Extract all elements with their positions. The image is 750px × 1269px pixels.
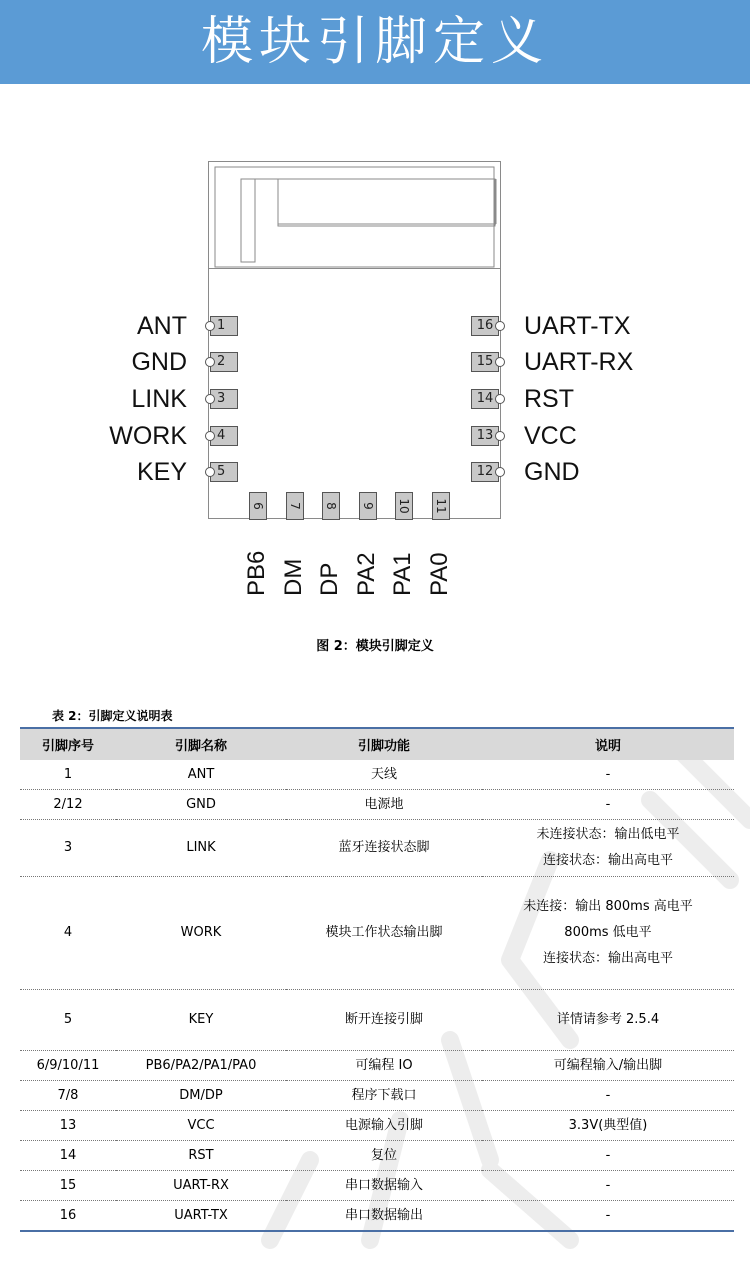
pin-label-uart-rx: UART-RX bbox=[524, 348, 634, 376]
header-pin-name: 引脚名称 bbox=[116, 728, 286, 760]
header-pin-function: 引脚功能 bbox=[286, 728, 482, 760]
pin-pad-1: 1 bbox=[210, 316, 238, 336]
cell-pin-function: 断开连接引脚 bbox=[286, 990, 482, 1051]
pin-number: 8 bbox=[324, 502, 338, 510]
pin-number: 6 bbox=[251, 502, 265, 510]
pin-label-dm: DM bbox=[280, 558, 307, 596]
pin-notch bbox=[495, 467, 505, 477]
pin-pad-10 bbox=[395, 492, 413, 520]
pin-number: 10 bbox=[397, 498, 411, 514]
table-row bbox=[20, 1051, 734, 1081]
cell-pin-name: LINK bbox=[116, 820, 286, 877]
pin-label-pa2: PA2 bbox=[353, 552, 380, 596]
pin-pad-9 bbox=[359, 492, 377, 520]
cell-description: - bbox=[482, 1171, 734, 1201]
header-description: 说明 bbox=[482, 728, 734, 760]
pin-label-gnd: GND bbox=[524, 458, 580, 486]
pin-number: 9 bbox=[361, 502, 375, 510]
pin-pad-8 bbox=[322, 492, 340, 520]
cell-pin-function: 程序下载口 bbox=[286, 1081, 482, 1111]
pin-pad-7 bbox=[286, 492, 304, 520]
pin-number: 7 bbox=[288, 502, 302, 510]
cell-pin-name: WORK bbox=[116, 877, 286, 990]
pin-number: 11 bbox=[434, 498, 448, 514]
pin-pad-13: 13 bbox=[471, 426, 499, 446]
cell-pin-name: DM/DP bbox=[116, 1081, 286, 1111]
cell-pin-number: 2/12 bbox=[20, 790, 116, 820]
cell-pin-function: 串口数据输出 bbox=[286, 1201, 482, 1232]
cell-pin-name: UART-RX bbox=[116, 1171, 286, 1201]
pin-notch bbox=[495, 431, 505, 441]
pin-label-ant: ANT bbox=[137, 312, 187, 340]
pin-label-key: KEY bbox=[136, 458, 187, 486]
pin-label-pa0: PA0 bbox=[426, 552, 453, 596]
pin-pad-5: 5 bbox=[210, 462, 238, 482]
cell-pin-name: VCC bbox=[116, 1111, 286, 1141]
pin-pad-4: 4 bbox=[210, 426, 238, 446]
pin-pad-12: 12 bbox=[471, 462, 499, 482]
cell-pin-name: KEY bbox=[116, 990, 286, 1051]
pin-label-pa1: PA1 bbox=[389, 552, 416, 596]
pin-pad-14: 14 bbox=[471, 389, 499, 409]
cell-pin-number: 5 bbox=[20, 990, 116, 1051]
cell-description: - bbox=[482, 1201, 734, 1232]
pin-pad-3: 3 bbox=[210, 389, 238, 409]
pin-pad-11 bbox=[432, 492, 450, 520]
cell-description: 未连接：输出 800ms 高电平 800ms 低电平 连接状态：输出高电平 bbox=[482, 877, 734, 990]
cell-pin-number: 3 bbox=[20, 820, 116, 877]
table-header-row bbox=[20, 728, 734, 760]
pin-label-work: WORK bbox=[109, 422, 187, 450]
page-title: 模块引脚定义 bbox=[200, 12, 549, 72]
cell-pin-name: UART-TX bbox=[116, 1201, 286, 1232]
pin-definition-table bbox=[20, 727, 734, 1232]
cell-description: - bbox=[482, 1141, 734, 1171]
pin-label-link: LINK bbox=[131, 385, 187, 413]
figure-caption: 图 2：模块引脚定义 bbox=[316, 639, 434, 654]
table-row bbox=[20, 820, 734, 877]
cell-pin-function: 电源地 bbox=[286, 790, 482, 820]
pin-label-dp: DP bbox=[316, 562, 343, 596]
pin-notch bbox=[495, 357, 505, 367]
cell-pin-number: 15 bbox=[20, 1171, 116, 1201]
table-row bbox=[20, 1201, 734, 1232]
cell-pin-function: 复位 bbox=[286, 1141, 482, 1171]
pin-label-uart-tx: UART-TX bbox=[524, 312, 631, 340]
cell-description: - bbox=[482, 760, 734, 790]
cell-pin-number: 14 bbox=[20, 1141, 116, 1171]
pin-notch bbox=[205, 431, 215, 441]
cell-pin-number: 16 bbox=[20, 1201, 116, 1232]
cell-pin-number: 6/9/10/11 bbox=[20, 1051, 116, 1081]
pin-notch bbox=[495, 321, 505, 331]
pin-pad-16: 16 bbox=[471, 316, 499, 336]
table-row bbox=[20, 790, 734, 820]
cell-pin-number: 4 bbox=[20, 877, 116, 990]
pin-label-gnd: GND bbox=[131, 348, 187, 376]
table-row bbox=[20, 1081, 734, 1111]
pin-notch bbox=[495, 394, 505, 404]
pin-pad-2: 2 bbox=[210, 352, 238, 372]
cell-description: 详情请参考 2.5.4 bbox=[482, 990, 734, 1051]
cell-pin-number: 13 bbox=[20, 1111, 116, 1141]
antenna-trace bbox=[208, 161, 501, 271]
cell-pin-number: 7/8 bbox=[20, 1081, 116, 1111]
cell-pin-function: 天线 bbox=[286, 760, 482, 790]
table-row bbox=[20, 1171, 734, 1201]
cell-pin-function: 蓝牙连接状态脚 bbox=[286, 820, 482, 877]
cell-pin-function: 串口数据输入 bbox=[286, 1171, 482, 1201]
pin-label-pb6: PB6 bbox=[243, 550, 270, 596]
pin-notch bbox=[205, 321, 215, 331]
cell-pin-name: ANT bbox=[116, 760, 286, 790]
cell-description: 可编程输入/输出脚 bbox=[482, 1051, 734, 1081]
cell-pin-function: 可编程 IO bbox=[286, 1051, 482, 1081]
cell-pin-number: 1 bbox=[20, 760, 116, 790]
table-row bbox=[20, 1111, 734, 1141]
cell-pin-function: 电源输入引脚 bbox=[286, 1111, 482, 1141]
cell-description: - bbox=[482, 1081, 734, 1111]
cell-description: - bbox=[482, 790, 734, 820]
pin-pad-6 bbox=[249, 492, 267, 520]
pin-notch bbox=[205, 357, 215, 367]
table-caption: 表 2：引脚定义说明表 bbox=[52, 709, 173, 723]
cell-pin-name: GND bbox=[116, 790, 286, 820]
cell-description: 未连接状态：输出低电平 连接状态：输出高电平 bbox=[482, 820, 734, 877]
table-row bbox=[20, 990, 734, 1051]
cell-pin-name: PB6/PA2/PA1/PA0 bbox=[116, 1051, 286, 1081]
table-row bbox=[20, 877, 734, 990]
table-row bbox=[20, 760, 734, 790]
pin-notch bbox=[205, 394, 215, 404]
pin-label-vcc: VCC bbox=[524, 422, 577, 450]
pin-label-rst: RST bbox=[524, 385, 574, 413]
cell-pin-name: RST bbox=[116, 1141, 286, 1171]
pin-pad-15: 15 bbox=[471, 352, 499, 372]
cell-description: 3.3V(典型值) bbox=[482, 1111, 734, 1141]
header-pin-number: 引脚序号 bbox=[20, 728, 116, 760]
pin-notch bbox=[205, 467, 215, 477]
table-row bbox=[20, 1141, 734, 1171]
cell-pin-function: 模块工作状态输出脚 bbox=[286, 877, 482, 990]
